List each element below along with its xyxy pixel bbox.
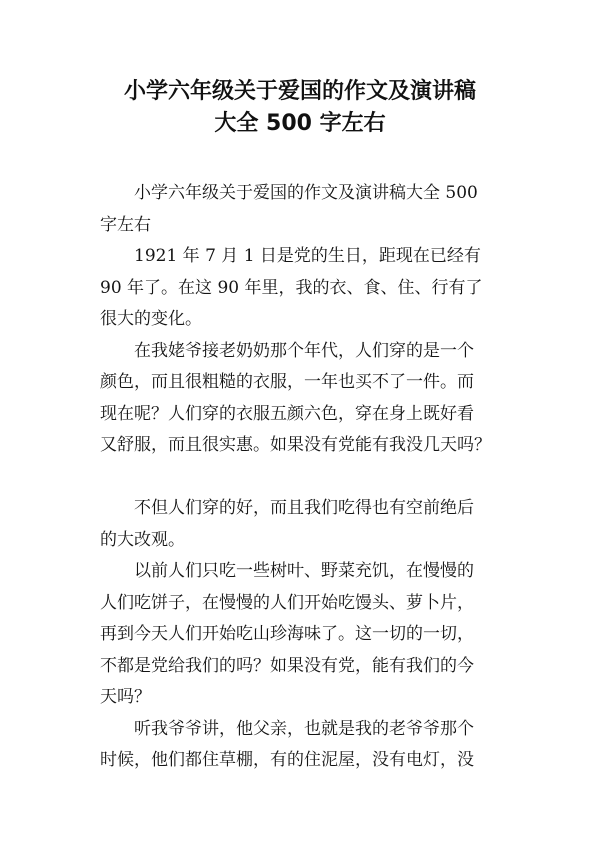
paragraph-1 [100,178,515,241]
text-line: 时候，他们都住草棚，有的住泥屋，没有电灯，没 [100,750,474,770]
text-line: 字左右 [100,214,151,235]
text-line: 现在呢？人们穿的衣服五颜六色，穿在身上既好看 [100,403,474,424]
paragraph-spacer [100,462,515,494]
paragraph-2 [100,241,515,336]
text-line: 的大改观。 [100,529,185,550]
paragraph-3 [100,336,515,462]
paragraph-6 [100,714,515,777]
text-line: 在我姥爷接老奶奶那个年代，人们穿的是一个 [134,340,474,361]
text-line: 不但人们穿的好，而且我们吃得也有空前绝后 [134,498,474,518]
text-line: 以前人们只吃一些树叶、野菜充饥，在慢慢的 [134,561,474,581]
text-line: 再到今天人们开始吃山珍海味了。这一切的一切， [100,624,474,644]
paragraph-4 [100,493,515,556]
text-line: 90 年了。在这 90 年里，我的衣、食、住、行有了 [100,277,483,298]
text-line: 颜色，而且很粗糙的衣服，一年也买不了一件。而 [100,372,474,392]
paragraph-5 [100,556,515,714]
text-line: 又舒服，而且很实惠。如果没有党能有我没几天吗？ [100,435,491,455]
document-body [100,178,515,777]
text-line: 1921 年 7 月 1 日是党的生日，距现在已经有 [134,246,481,266]
text-line: 天吗？ [100,687,151,707]
text-line: 不都是党给我们的吗？如果没有党，能有我们的今 [100,655,474,676]
text-line: 听我爷爷讲，他父亲，也就是我的老爷爷那个 [134,718,474,739]
text-line: 小学六年级关于爱国的作文及演讲稿大全 500 [134,183,478,203]
text-line: 人们吃饼子，在慢慢的人们开始吃馒头、萝卜片， [100,592,474,613]
document-title-line-1: 小学六年级关于爱国的作文及演讲稿 [123,79,476,104]
text-line: 很大的变化。 [100,309,202,329]
document-title-line-2: 大全 500 字左右 [214,111,386,136]
